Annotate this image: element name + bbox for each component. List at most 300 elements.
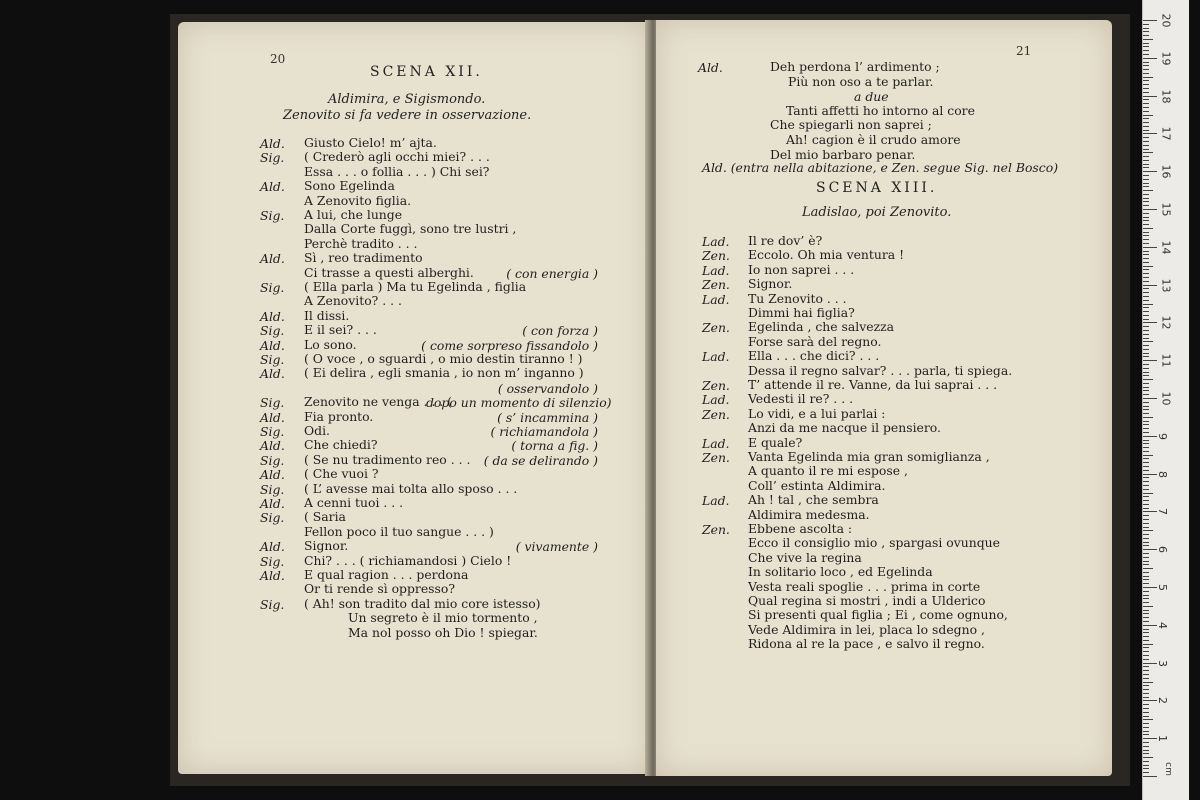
ruler-tick [1143, 651, 1149, 652]
ruler-tick [1143, 247, 1157, 248]
scene-title: SCENA XIII. [816, 180, 938, 196]
speaker-label: Sig. [260, 150, 285, 166]
ruler-tick [1143, 304, 1153, 305]
dialogue-line: Ah ! tal , che sembra [748, 492, 879, 508]
right-page [656, 20, 1112, 776]
dialogue-line: ( Che vuoi ? [304, 466, 379, 482]
ruler-tick [1143, 213, 1149, 214]
ruler-tick [1143, 727, 1149, 728]
ruler-tick [1143, 141, 1149, 142]
ruler-tick [1143, 194, 1149, 195]
ruler-tick [1143, 742, 1149, 743]
ruler-tick [1143, 394, 1149, 395]
dialogue-line: A Zenovito? . . . [304, 293, 402, 309]
dialogue-line: Vede Aldimira in lei, placa lo sdegno , [748, 621, 985, 637]
dialogue-line: Perchè tradito . . . [304, 235, 418, 251]
speaker-label: Zen. [702, 450, 730, 465]
ruler-tick [1143, 20, 1157, 21]
dialogue-line: Fellon poco il tuo sangue . . . ) [304, 523, 494, 539]
ruler-tick [1143, 50, 1149, 51]
ruler-tick [1143, 406, 1149, 407]
ruler-tick [1143, 470, 1149, 471]
cast-line: Aldimira, e Sigismondo. [328, 92, 486, 107]
dialogue-line: Qual regina si mostri , indi a Ulderico [748, 593, 986, 608]
dialogue-line: Essa . . . o follia . . . ) Chi sei? [304, 163, 490, 179]
ruler-tick [1143, 35, 1149, 36]
dialogue-line: ( O voce , o sguardi , o mio destin tiranno ! ) [304, 351, 583, 366]
ruler-tick [1143, 666, 1149, 667]
speaker-label: Sig. [260, 323, 285, 339]
dialogue-line: Ma nol posso oh Dio ! spiegar. [348, 624, 538, 640]
ruler-tick [1143, 697, 1149, 698]
ruler-tick [1143, 171, 1157, 172]
ruler-tick [1143, 353, 1149, 354]
ruler-tick [1143, 54, 1149, 55]
dialogue-line: Or ti rende sì oppresso? [304, 581, 455, 597]
ruler-number: 6 [1156, 546, 1169, 554]
ruler-tick [1143, 474, 1157, 475]
ruler-tick [1143, 364, 1149, 365]
speaker-label: Lad. [702, 262, 730, 278]
stage-direction: ( come sorpreso fissandolo ) [421, 337, 598, 353]
dialogue-line: E qual ragion . . . perdona [304, 567, 469, 582]
speaker-label: Sig. [260, 424, 285, 439]
ruler-tick [1143, 145, 1149, 146]
ruler-unit: cm [1162, 762, 1173, 776]
dialogue-line: Odi. [304, 423, 330, 438]
ruler-tick [1143, 489, 1149, 490]
ruler-tick [1143, 322, 1157, 323]
dialogue-line: Vedesti il re? . . . [748, 391, 854, 407]
ruler-tick [1143, 655, 1149, 656]
stage-direction: ( torna a fig. ) [511, 438, 598, 454]
ruler-tick [1143, 77, 1153, 78]
speaker-label: Zen. [702, 320, 730, 336]
ruler-tick [1143, 530, 1153, 531]
ruler-tick [1143, 84, 1149, 85]
dialogue-line: Lo sono. [304, 336, 357, 352]
ruler-number: 4 [1156, 621, 1169, 629]
ruler-number: 8 [1156, 470, 1169, 478]
ruler-tick [1143, 606, 1153, 607]
ruler-tick [1143, 523, 1149, 524]
ruler-tick [1143, 307, 1149, 308]
ruler-tick [1143, 417, 1153, 418]
dialogue-line: Ecco il consiglio mio , spargasi ovunque [748, 535, 1000, 551]
ruler-tick [1143, 757, 1153, 758]
stage-direction: ( osservandolo ) [497, 380, 598, 396]
stage-direction: ( da se delirando ) [483, 452, 598, 468]
speaker-label: Sig. [260, 452, 285, 468]
ruler-tick [1143, 451, 1149, 452]
ruler-tick [1143, 538, 1149, 539]
ruler-tick [1143, 345, 1149, 346]
dialogue-line: Ebbene ascolta : [748, 521, 853, 536]
dialogue-line: Che chiedi? [304, 437, 378, 453]
ruler-number: 3 [1156, 659, 1169, 667]
ruler-number: 17 [1159, 126, 1173, 141]
ruler-tick [1143, 103, 1149, 104]
speaker-label: Lad. [702, 493, 730, 509]
ruler-tick [1143, 564, 1149, 565]
dialogue-line: Vesta reali spoglie . . . prima in corte [748, 578, 981, 594]
speaker-label: Sig. [260, 395, 285, 411]
speaker-label: Lad. [702, 349, 730, 365]
ruler-tick [1143, 576, 1149, 577]
dialogue-line: Aldimira medesma. [748, 506, 870, 522]
stage-direction: ( richiamandola ) [490, 424, 598, 439]
speaker-label: Zen. [702, 406, 730, 422]
speaker-label: Ald. [260, 496, 285, 511]
dialogue-line: Chi? . . . ( richiamandosi ) Cielo ! [304, 552, 512, 568]
ruler-tick [1143, 591, 1149, 592]
ruler-number: 18 [1159, 89, 1173, 104]
ruler-tick [1143, 542, 1149, 543]
ruler-tick [1143, 682, 1153, 683]
ruler-tick [1143, 160, 1149, 161]
dialogue-line: Si presenti qual figlia ; Ei , come ognuno, [748, 607, 1008, 623]
ruler-tick [1143, 511, 1157, 512]
ruler-tick [1143, 663, 1157, 664]
ruler-tick [1143, 440, 1149, 441]
ruler-number: 11 [1159, 353, 1173, 368]
ruler-tick [1143, 568, 1153, 569]
ruler-tick [1143, 409, 1149, 410]
ruler-tick [1143, 126, 1149, 127]
ruler-tick [1143, 719, 1153, 720]
ruler-tick [1143, 319, 1149, 320]
ruler-tick [1143, 496, 1149, 497]
ruler-tick [1143, 183, 1149, 184]
ruler-tick [1143, 750, 1149, 751]
ruler-tick [1143, 678, 1149, 679]
ruler-tick [1143, 462, 1149, 463]
speaker-label: Ald. [260, 251, 285, 267]
ruler-tick [1143, 398, 1157, 399]
dialogue-line: In solitario loco , ed Egelinda [748, 564, 933, 580]
dialogue-line: Un segreto è il mio tormento , [348, 610, 538, 626]
ruler-tick [1143, 115, 1153, 116]
ruler-tick [1143, 455, 1153, 456]
dialogue-line: Più non oso a te parlar. [788, 73, 934, 89]
ruler-tick [1143, 292, 1149, 293]
ruler-tick [1143, 186, 1149, 187]
ruler-tick [1143, 723, 1149, 724]
ruler-tick [1143, 69, 1149, 70]
ruler-number: 9 [1156, 432, 1169, 440]
ruler-tick [1143, 379, 1153, 380]
ruler-tick [1143, 251, 1149, 252]
ruler-tick [1143, 296, 1149, 297]
ruler-tick [1143, 636, 1149, 637]
dialogue-line: Giusto Cielo! m’ ajta. [304, 135, 437, 150]
ruler-tick [1143, 266, 1153, 267]
ruler-tick [1143, 693, 1149, 694]
dialogue-line: Dimmi hai figlia? [748, 305, 855, 320]
ruler-tick [1143, 65, 1149, 66]
ruler-number: 5 [1156, 584, 1169, 591]
dialogue-line: Ci trasse a questi alberghi. [304, 264, 474, 280]
ruler-tick [1143, 432, 1149, 433]
ruler-tick [1143, 708, 1149, 709]
ruler-tick [1143, 500, 1149, 501]
cast-line: Zenovito si fa vedere in osservazione. [283, 108, 532, 123]
speaker-label: Sig. [260, 481, 285, 497]
dialogue-line: Dalla Corte fuggì, sono tre lustri , [304, 221, 517, 237]
dialogue-line: Coll’ estinta Aldimira. [748, 477, 886, 493]
ruler-tick [1143, 632, 1149, 633]
dialogue-line: T’ attende il re. Vanne, da lui saprai . . . [748, 377, 998, 392]
ruler-tick [1143, 258, 1149, 259]
ruler-number: 1 [1156, 735, 1169, 743]
ruler-tick [1143, 716, 1149, 717]
ruler-tick [1143, 647, 1149, 648]
dialogue-line: Ridona al re la pace , e salvo il regno. [748, 636, 985, 652]
ruler-tick [1143, 731, 1149, 732]
exit-direction: Ald. (entra nella abitazione, e Zen. segue Sig. nel Bosco) [702, 160, 1059, 175]
dialogue-line: Zenovito ne venga . . . ( [304, 394, 453, 410]
dialogue-line: A cenni tuoi . . . [304, 495, 404, 510]
ruler-tick [1143, 285, 1157, 286]
ruler-tick [1143, 130, 1149, 131]
ruler-tick [1143, 330, 1149, 331]
speaker-label: Zen. [702, 277, 730, 293]
ruler-tick [1143, 269, 1149, 270]
dialogue-line: ( Saria [304, 509, 346, 525]
dialogue-line: Tu Zenovito . . . [748, 290, 847, 306]
ruler-tick [1143, 595, 1149, 596]
ruler-tick [1143, 262, 1149, 263]
ruler-tick [1143, 458, 1149, 459]
ruler-number: 20 [1159, 13, 1173, 28]
ruler-tick [1143, 356, 1149, 357]
ruler-tick [1143, 201, 1149, 202]
ruler-tick [1143, 481, 1149, 482]
ruler-tick [1143, 424, 1149, 425]
dialogue-line: E quale? [748, 434, 803, 450]
dialogue-line: Lo vidi, e a lui parlai : [748, 405, 886, 421]
cast-line: Ladislao, poi Zenovito. [802, 205, 952, 220]
ruler-tick [1143, 80, 1149, 81]
stage-direction: ( con forza ) [522, 323, 598, 339]
ruler-tick [1143, 617, 1149, 618]
ruler-tick [1143, 477, 1149, 478]
ruler-tick [1143, 587, 1157, 588]
dialogue-line: E il sei? . . . [304, 322, 377, 338]
ruler-tick [1143, 122, 1149, 123]
stage-direction: ( vivamente ) [515, 539, 598, 555]
ruler-tick [1143, 315, 1149, 316]
ruler-tick [1143, 209, 1157, 210]
ruler-tick [1143, 149, 1149, 150]
dialogue-line: Eccolo. Oh mia ventura ! [748, 247, 905, 263]
ruler-tick [1143, 111, 1149, 112]
ruler-tick [1143, 712, 1149, 713]
ruler-tick [1143, 228, 1153, 229]
stage-direction: dopo un momento di silenzio) [426, 395, 612, 411]
ruler-tick [1143, 545, 1149, 546]
ruler-tick [1143, 598, 1149, 599]
dialogue-line: Dessa il regno salvar? . . . parla, ti spiega. [748, 362, 1013, 378]
speaker-label: Ald. [260, 136, 285, 151]
ruler-tick [1143, 466, 1149, 467]
ruler-tick [1143, 39, 1153, 40]
ruler-tick [1143, 734, 1149, 735]
ruler-tick [1143, 436, 1157, 437]
dialogue-line: Io non saprei . . . [748, 261, 855, 277]
ruler-tick [1143, 610, 1149, 611]
measuring-ruler [1142, 0, 1189, 800]
ruler-tick [1143, 137, 1149, 138]
ruler-tick [1143, 205, 1149, 206]
ruler-number: 15 [1159, 202, 1173, 217]
ruler-tick [1143, 349, 1149, 350]
ruler-tick [1143, 175, 1149, 176]
ruler-number: 2 [1156, 697, 1169, 705]
ruler-tick [1143, 341, 1153, 342]
ruler-tick [1143, 625, 1157, 626]
ruler-number: 14 [1159, 240, 1173, 255]
ruler-tick [1143, 338, 1149, 339]
ruler-tick [1143, 43, 1149, 44]
dialogue-line: Vanta Egelinda mia gran somiglianza , [748, 449, 990, 464]
speaker-label: Ald. [260, 337, 285, 353]
speaker-label: Ald. [260, 409, 285, 425]
ruler-tick [1143, 700, 1157, 701]
ruler-tick [1143, 118, 1149, 119]
ruler-number: 19 [1159, 51, 1173, 66]
ruler-tick [1143, 579, 1149, 580]
ruler-tick [1143, 88, 1149, 89]
dialogue-line: Anzi da me nacque il pensiero. [748, 420, 941, 436]
ruler-tick [1143, 561, 1149, 562]
dialogue-line: ( Ah! son tradito dal mio core istesso) [304, 595, 541, 611]
ruler-tick [1143, 765, 1149, 766]
ruler-tick [1143, 519, 1149, 520]
speaker-label: Sig. [260, 352, 285, 367]
ruler-tick [1143, 572, 1149, 573]
ruler-number: 16 [1159, 164, 1173, 179]
ruler-number: 10 [1159, 391, 1173, 406]
speaker-label: Sig. [260, 280, 285, 295]
ruler-tick [1143, 92, 1149, 93]
dialogue-line: Sono Egelinda [304, 178, 395, 194]
ruler-tick [1143, 629, 1149, 630]
left-page [178, 22, 650, 774]
ruler-tick [1143, 640, 1149, 641]
ruler-tick [1143, 281, 1149, 282]
ruler-tick [1143, 152, 1153, 153]
ruler-number: 7 [1156, 508, 1169, 516]
ruler-tick [1143, 375, 1149, 376]
dialogue-line: Ah! cagion è il crudo amore [786, 132, 961, 147]
ruler-tick [1143, 534, 1149, 535]
ruler-tick [1143, 217, 1149, 218]
ruler-tick [1143, 738, 1157, 739]
ruler-tick [1143, 107, 1149, 108]
scene-title: SCENA XII. [370, 64, 483, 80]
speaker-label: Ald. [260, 179, 285, 195]
ruler-tick [1143, 776, 1157, 777]
dialogue-line: A quanto il re mi espose , [748, 463, 908, 479]
dialogue-line: Sì , reo tradimento [304, 250, 423, 266]
ruler-tick [1143, 508, 1149, 509]
ruler-tick [1143, 368, 1149, 369]
ruler-tick [1143, 387, 1149, 388]
ruler-tick [1143, 164, 1149, 165]
ruler-tick [1143, 621, 1149, 622]
ruler-tick [1143, 689, 1149, 690]
ruler-tick [1143, 99, 1149, 100]
dialogue-line: Del mio barbaro penar. [770, 146, 916, 162]
ruler-tick [1143, 685, 1149, 686]
dialogue-line: ( Ella parla ) Ma tu Egelinda , figlia [304, 279, 527, 294]
ruler-tick [1143, 527, 1149, 528]
ruler-tick [1143, 220, 1149, 221]
ruler-tick [1143, 46, 1149, 47]
ruler-tick [1143, 746, 1149, 747]
dialogue-line: Tanti affetti ho intorno al core [786, 102, 975, 118]
ruler-tick [1143, 768, 1149, 769]
stage-direction: ( con energia ) [506, 265, 598, 281]
ruler-tick [1143, 58, 1157, 59]
ruler-tick [1143, 493, 1153, 494]
ruler-tick [1143, 485, 1149, 486]
ruler-tick [1143, 549, 1157, 550]
speaker-label: Lad. [702, 435, 730, 451]
ruler-tick [1143, 704, 1149, 705]
speaker-label: Sig. [260, 208, 285, 223]
speaker-label: Ald. [260, 308, 285, 324]
ruler-tick [1143, 224, 1149, 225]
ruler-tick [1143, 311, 1149, 312]
dialogue-line: Signor. [304, 538, 349, 554]
ruler-tick [1143, 390, 1149, 391]
speaker-label: Lad. [702, 291, 730, 307]
speaker-label: Ald. [260, 539, 285, 555]
ruler-tick [1143, 239, 1149, 240]
a-due-direction: a due [854, 89, 889, 105]
ruler-tick [1143, 334, 1149, 335]
dialogue-line: ( Ei delira , egli smania , io non m’ inganno ) [304, 365, 584, 381]
ruler-tick [1143, 447, 1149, 448]
stage-direction: ( s’ incammina ) [497, 409, 598, 425]
dialogue-line: Deh perdona l’ ardimento ; [770, 59, 940, 74]
speaker-label: Sig. [260, 510, 285, 526]
speaker-label: Ald. [260, 568, 285, 583]
ruler-tick [1143, 644, 1153, 645]
ruler-tick [1143, 156, 1149, 157]
ruler-tick [1143, 179, 1149, 180]
ruler-tick [1143, 243, 1149, 244]
ruler-tick [1143, 96, 1157, 97]
dialogue-line: A lui, che lunge [304, 207, 403, 222]
dialogue-line: ( Crederò agli occhi miei? . . . [304, 149, 490, 165]
ruler-tick [1143, 421, 1149, 422]
dialogue-line: Fia pronto. [304, 408, 374, 424]
ruler-tick [1143, 515, 1149, 516]
dialogue-line: ( L’ avesse mai tolta allo sposo . . . [304, 480, 518, 496]
ruler-tick [1143, 553, 1149, 554]
ruler-tick [1143, 198, 1149, 199]
ruler-tick [1143, 235, 1149, 236]
ruler-tick [1143, 443, 1149, 444]
ruler-tick [1143, 753, 1149, 754]
ruler-number: 13 [1159, 278, 1173, 293]
speaker-label: Lad. [702, 234, 730, 249]
ruler-tick [1143, 761, 1149, 762]
ruler-tick [1143, 326, 1149, 327]
